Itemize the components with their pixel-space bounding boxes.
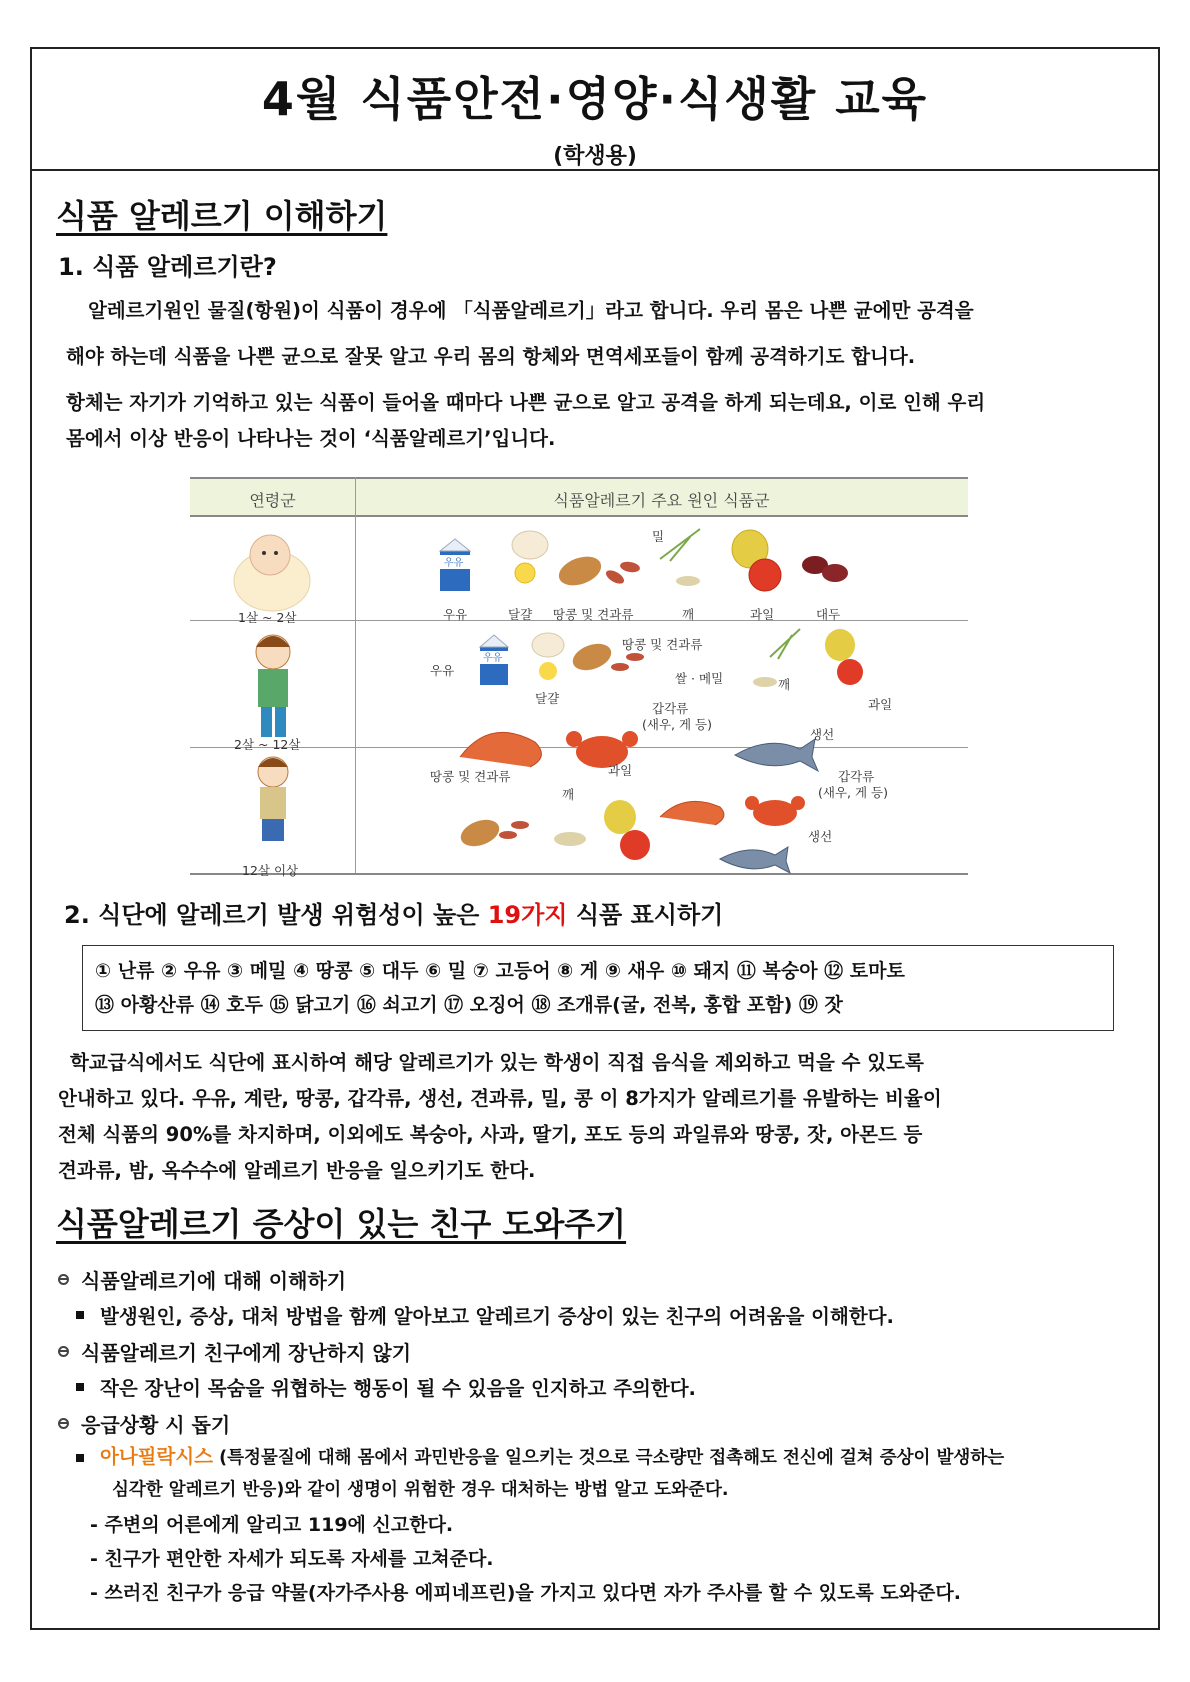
figure-header-age: 연령군	[249, 491, 296, 510]
bullet-item	[56, 1441, 1146, 1506]
food-label: 생선	[808, 829, 833, 844]
age-label: 2살 ~ 12살	[234, 737, 301, 752]
food-label: 달걀	[508, 607, 533, 622]
food-label: (새우, 게 등)	[818, 785, 888, 800]
allergen-list-line: ① 난류 ② 우유 ③ 메밀 ④ 땅콩 ⑤ 대두 ⑥ 밀 ⑦ 고등어 ⑧ 게 ⑨ 새우 ⑩ 돼지 ⑪ 복숭아 ⑫ 토마토	[95, 960, 905, 982]
milk-carton-label: 우유	[444, 558, 464, 569]
figure-header-foods: 식품알레르기 주요 원인 식품군	[553, 491, 770, 510]
milk-carton-label: 우유	[483, 653, 503, 664]
helping-list	[56, 1261, 1146, 1608]
fish-icon	[735, 739, 818, 771]
sesame-icon	[676, 576, 700, 586]
question-2-heading	[64, 895, 723, 930]
food-label: 달걀	[535, 691, 560, 706]
fruit-icon	[825, 629, 863, 685]
bullet-item-text: 작은 장난이 목숨을 위협하는 행동이 될 수 있음을 인지하고 주의한다.	[100, 1377, 696, 1400]
figure-header	[190, 477, 968, 517]
figure-illustrations	[190, 517, 968, 875]
food-label: 땅콩 및 견과류	[622, 637, 703, 652]
fruit-icon	[604, 800, 650, 860]
bullet-heading	[56, 1405, 1146, 1441]
peanut-icon	[457, 815, 529, 851]
age-label: 1살 ~ 2살	[238, 610, 297, 625]
paragraph-line: 학교급식에서도 식단에 표시하여 해당 알레르기가 있는 학생이 직접 음식을 제외하고 먹을 수 있도록	[70, 1051, 924, 1074]
allergen-list-line: ⑬ 아황산류 ⑭ 호두 ⑮ 닭고기 ⑯ 쇠고기 ⑰ 오징어 ⑱ 조개류(굴, 전복, 홍합 포함) ⑲ 잣	[95, 994, 843, 1016]
food-label: 우유	[443, 607, 468, 622]
wheat-icon	[770, 629, 800, 659]
teen-icon	[258, 757, 288, 841]
circle-bullet-icon	[58, 1346, 69, 1357]
food-label: 대두	[816, 607, 841, 622]
allergen-list-box	[82, 945, 1114, 1031]
allergy-age-figure	[190, 477, 968, 878]
crab-icon	[745, 796, 805, 826]
page-subtitle: (학생용)	[553, 144, 637, 169]
bullet-heading-text: 식품알레르기 친구에게 장난하지 않기	[81, 1340, 412, 1365]
school-meal-paragraph	[58, 1045, 1148, 1189]
page-frame	[30, 47, 1160, 1630]
child-icon	[256, 635, 290, 737]
paragraph-line: 전체 식품의 90%를 차지하며, 이외에도 복숭아, 사과, 딸기, 포도 등의 과일류와 땅콩, 잣, 아몬드 등	[58, 1123, 923, 1146]
intro-paragraph	[66, 293, 1146, 457]
food-label: 깨	[682, 607, 695, 622]
bullet-heading-text: 응급상황 시 돕기	[81, 1412, 231, 1437]
section-title-understanding: 식품 알레르기 이해하기	[56, 197, 388, 235]
paragraph-line: 알레르기원인 물질(항원)이 식품이 경우에 「식품알레르기」라고 합니다. 우리 몸은 나쁜 균에만 공격을	[88, 299, 974, 322]
food-label: 과일	[750, 607, 775, 622]
food-label: 땅콩 및 견과류	[553, 607, 634, 622]
paragraph-line: 안내하고 있다. 우유, 계란, 땅콩, 갑각류, 생선, 견과류, 밀, 콩 이 8가지가 알레르기를 유발하는 비율이	[58, 1087, 942, 1110]
question-2-text-end: 식품 표시하기	[567, 901, 724, 929]
bullet-item	[56, 1369, 1146, 1405]
bullet-item-text: (특정물질에 대해 몸에서 과민반응을 일으키는 것으로 극소량만 접촉해도 전신에 걸쳐 증상이 발생하는	[213, 1448, 1005, 1468]
food-label: 과일	[608, 763, 633, 778]
milk-carton-icon	[440, 539, 470, 591]
shrimp-icon	[460, 732, 541, 767]
paragraph-line: 항체는 자기가 기억하고 있는 식품이 들어올 때마다 나쁜 균으로 알고 공격을 하게 되는데요, 이로 인해 우리	[66, 391, 986, 414]
egg-icon	[532, 633, 564, 680]
bullet-heading	[56, 1333, 1146, 1369]
food-label: (새우, 게 등)	[642, 717, 712, 732]
food-label: 생선	[810, 727, 835, 742]
header	[32, 49, 1158, 171]
bullet-heading	[56, 1261, 1146, 1297]
peanut-icon	[555, 551, 641, 590]
sesame-icon	[554, 832, 586, 846]
baby-icon	[234, 535, 310, 611]
soybean-icon	[802, 556, 848, 582]
anaphylaxis-highlight: 아나필락시스	[100, 1445, 214, 1468]
food-label: 쌀 · 메밀	[675, 671, 724, 686]
shrimp-icon	[660, 801, 724, 825]
bullet-item-text: 발생원인, 증상, 대처 방법을 함께 알아보고 알레르기 증상이 있는 친구의 어려움을 이해한다.	[100, 1305, 894, 1328]
bullet-item-continuation: 심각한 알레르기 반응)와 같이 생명이 위험한 경우 대처하는 방법 알고 도와준다.	[112, 1480, 729, 1500]
food-label: 깨	[562, 787, 575, 802]
section-title-helping-friends: 식품알레르기 증상이 있는 친구 도와주기	[56, 1205, 627, 1243]
circle-bullet-icon	[58, 1418, 69, 1429]
egg-icon	[512, 531, 548, 583]
fruit-icon	[732, 530, 781, 591]
dash-item: - 쓰러진 친구가 응급 약물(자가주사용 에피네프린)을 가지고 있다면 자가 주사를 할 수 있도록 도와준다.	[90, 1581, 961, 1604]
dash-item: - 친구가 편안한 자세가 되도록 자세를 고쳐준다.	[90, 1547, 494, 1570]
question-2-text: 2. 식단에 알레르기 발생 위험성이 높은	[64, 901, 488, 929]
square-bullet-icon	[76, 1383, 84, 1391]
sesame-icon	[753, 677, 777, 687]
food-label: 갑각류	[652, 701, 689, 716]
question-2-highlight: 19가지	[487, 901, 568, 929]
wheat-icon	[660, 529, 700, 561]
fish-icon	[720, 847, 790, 873]
page-title: 4월 식품안전·영양·식생활 교육	[261, 72, 929, 126]
dash-item: - 주변의 어른에게 알리고 119에 신고한다.	[90, 1513, 454, 1536]
milk-carton-icon	[480, 635, 508, 685]
food-label: 깨	[778, 677, 791, 692]
food-label: 갑각류	[838, 769, 875, 784]
paragraph-line: 견과류, 밤, 옥수수에 알레르기 반응을 일으키기도 한다.	[58, 1159, 536, 1182]
food-label: 우유	[430, 663, 455, 678]
food-label: 과일	[868, 697, 893, 712]
circle-bullet-icon	[58, 1274, 69, 1285]
bullet-heading-text: 식품알레르기에 대해 이해하기	[81, 1268, 347, 1293]
bullet-item	[56, 1297, 1146, 1333]
age-label: 12살 이상	[242, 863, 299, 878]
paragraph-line: 해야 하는데 식품을 나쁜 균으로 잘못 알고 우리 몸의 항체와 면역세포들이 함께 공격하기도 합니다.	[66, 345, 916, 368]
food-label: 땅콩 및 견과류	[430, 769, 511, 784]
food-label: 밀	[652, 529, 665, 544]
question-1-heading: 1. 식품 알레르기란?	[58, 253, 277, 281]
paragraph-line: 몸에서 이상 반응이 나타나는 것이 ‘식품알레르기’입니다.	[66, 427, 556, 450]
square-bullet-icon	[76, 1311, 84, 1319]
square-bullet-icon	[76, 1454, 84, 1462]
